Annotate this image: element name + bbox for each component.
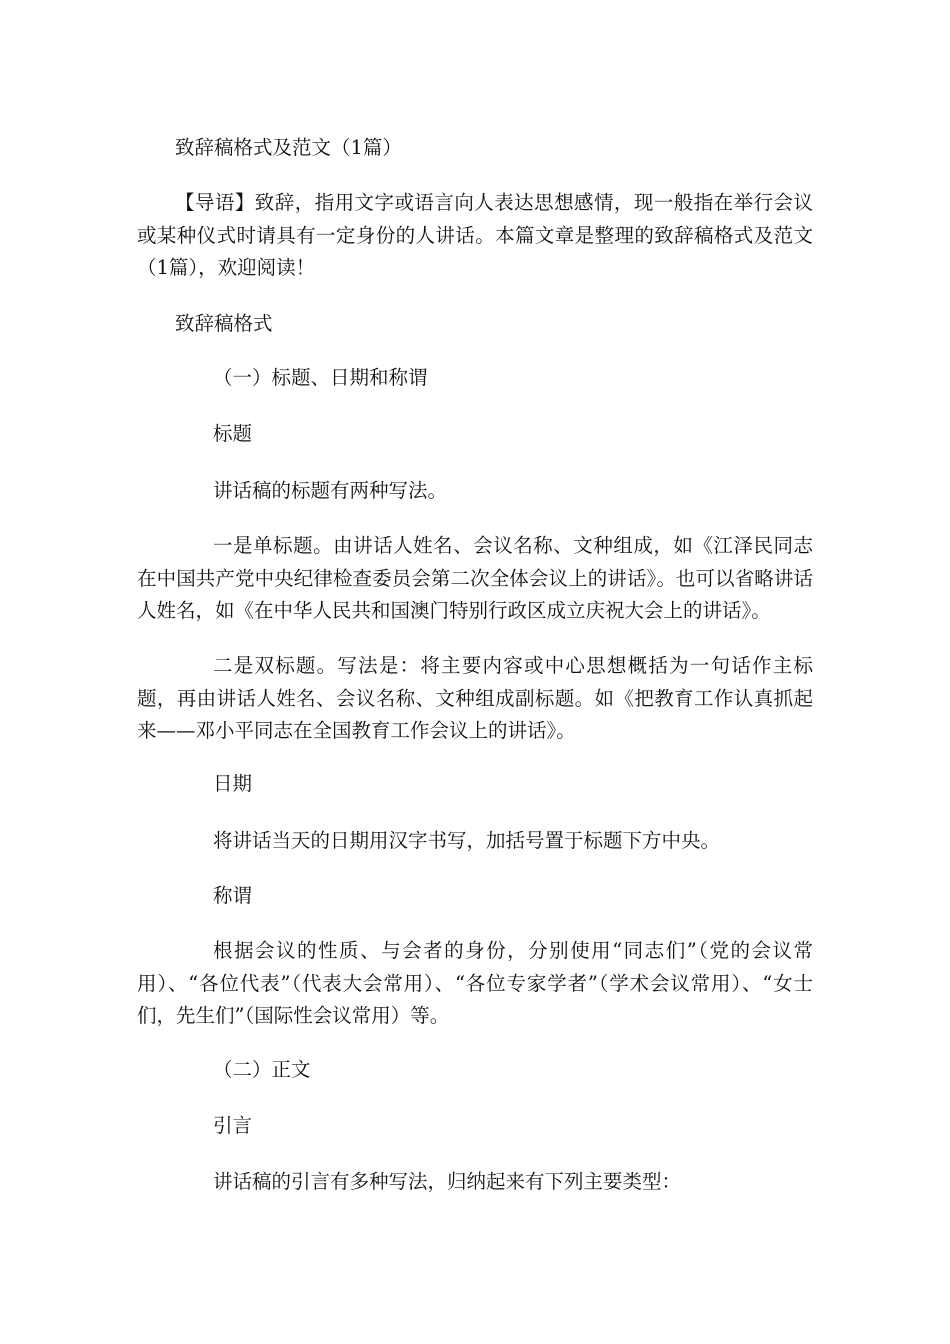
salutation-label: 称谓 (213, 884, 253, 907)
salutation-paragraph: 根据会议的性质、与会者的身份，分别使用“同志们”（党的会议常用）、“各位代表”（代表大会常用）、“各位专家学者”（学术会议常用）、“女士们，先生们”（国际性会议常用）等。 (137, 939, 813, 1027)
date-label: 日期 (213, 772, 253, 795)
title-description: 讲话稿的标题有两种写法。 (213, 479, 448, 502)
single-title-paragraph: 一是单标题。由讲话人姓名、会议名称、文种组成，如《江泽民同志在中国共产党中央纪律检查委员会第二次全体会议上的讲话》。也可以省略讲话人姓名，如《在中华人民共和国澳门特别行政区成立庆祝大会上的讲话》。 (137, 534, 813, 622)
document-title: 致辞稿格式及范文（1篇） (175, 136, 402, 159)
double-title-paragraph: 二是双标题。写法是：将主要内容或中心思想概括为一句话作主标题，再由讲话人姓名、会议名称、文种组成副标题。如《把教育工作认真抓起来——邓小平同志在全国教育工作会议上的讲话》。 (137, 654, 813, 742)
date-description: 将讲话当天的日期用汉字书写，加括号置于标题下方中央。 (213, 829, 721, 852)
part2-heading: （二）正文 (213, 1058, 311, 1081)
intro-paragraph: 【导语】致辞，指用文字或语言向人表达思想感情，现一般指在举行会议或某种仪式时请具有一定身份的人讲话。本篇文章是整理的致辞稿格式及范文（1篇），欢迎阅读！ (137, 191, 813, 279)
title-label: 标题 (213, 422, 253, 445)
section-heading: 致辞稿格式 (175, 312, 273, 335)
preface-label: 引言 (213, 1114, 253, 1137)
preface-description: 讲话稿的引言有多种写法，归纳起来有下列主要类型： (213, 1170, 682, 1193)
part1-heading: （一）标题、日期和称谓 (213, 366, 428, 389)
